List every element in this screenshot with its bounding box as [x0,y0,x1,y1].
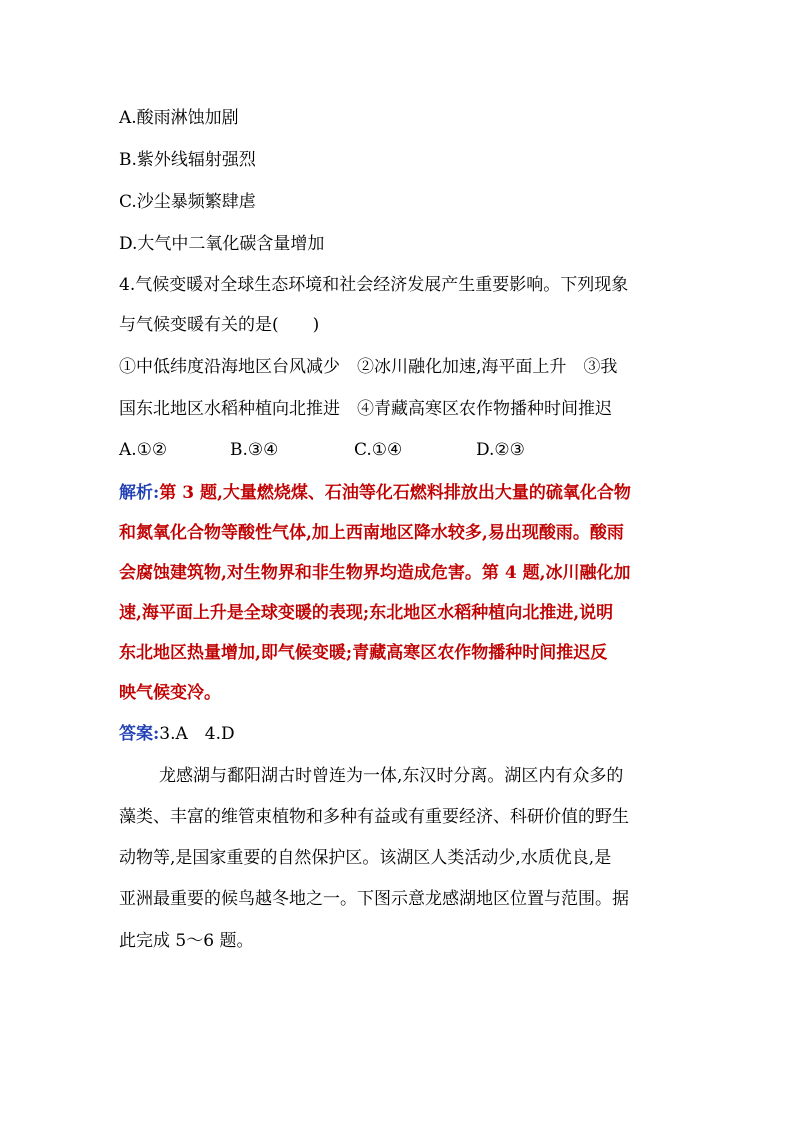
analysis-line4: 速,海平面上升是全球变暖的表现;东北地区水稻种植向北推进,说明 [119,603,614,623]
passage-line2: 藻类、丰富的维管束植物和多种有益或有重要经济、科研价值的野生 [119,807,629,827]
question3-option-b: B.紫外线辐射强烈 [119,150,256,170]
analysis-label: 解析: [119,483,160,503]
analysis-line5: 东北地区热量增加,即气候变暖;青藏高寒区农作物播种时间推迟反 [119,643,608,663]
question3-option-d: D.大气中二氧化碳含量增加 [119,234,325,254]
answer-line [119,722,679,746]
question3-option-c: C.沙尘暴频繁肆虐 [119,192,256,212]
question4-option-a: A.①② [119,440,168,460]
passage-line4: 亚洲最重要的候鸟越冬地之一。下图示意龙感湖地区位置与范围。据 [119,889,629,909]
question4-option-b: B.③④ [230,440,279,460]
answer-label: 答案: [119,724,160,744]
question4-option-d: D.②③ [476,440,525,460]
analysis-line6: 映气候变冷。 [119,683,221,703]
analysis-line2: 和氮氧化合物等酸性气体,加上西南地区降水较多,易出现酸雨。酸雨 [119,523,624,543]
passage-line3: 动物等,是国家重要的自然保护区。该湖区人类活动少,水质优良,是 [119,848,612,868]
analysis-line1 [119,481,679,505]
analysis-text-line1: 第 3 题,大量燃烧煤、石油等化石燃料排放出大量的硫氧化合物 [159,483,631,503]
question4-stem-line1: 4.气候变暖对全球生态环境和社会经济发展产生重要影响。下列现象 [119,275,629,295]
question4-option-c: C.①④ [354,440,403,460]
question3-option-a: A.酸雨淋蚀加剧 [119,108,239,128]
passage-line1: 龙感湖与鄱阳湖古时曾连为一体,东汉时分离。湖区内有众多的 [159,766,624,786]
analysis-line3: 会腐蚀建筑物,对生物界和非生物界均造成危害。第 4 题,冰川融化加 [119,563,631,583]
question4-stem-line2: 与气候变暖有关的是( ) [119,315,320,335]
passage-line5: 此完成 5～6 题。 [119,931,254,951]
question4-items-line1: ①中低纬度沿海地区台风减少 ②冰川融化加速,海平面上升 ③我 [119,357,618,377]
answer-value: 3.A 4.D [159,724,235,744]
question4-items-line2: 国东北地区水稻种植向北推进 ④青藏高寒区农作物播种时间推迟 [119,399,612,419]
